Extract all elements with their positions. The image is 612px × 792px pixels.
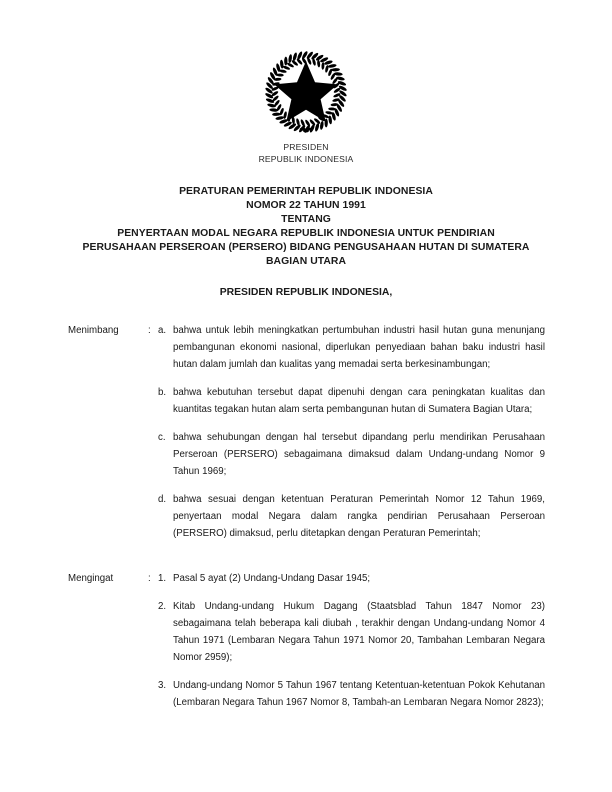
section-items [158, 570, 545, 711]
title-line-6: BAGIAN UTARA [265, 256, 347, 267]
clause-marker: 1. [158, 573, 167, 584]
clause-item [158, 677, 545, 711]
clause-text: Kitab Undang-undang Hukum Dagang (Staatsblad Tahun 1847 Nomor 23) sebagaimana telah beberapa kali diubah , terakhir dengan Undang-undang Nomor 4 Tahun 1971 (Lembaran Negara Tahun 1971 Nomor 20, Tambahan Lembaran Negara Nomor 2959); [173, 601, 545, 663]
clause-item [158, 570, 545, 587]
clause-item [158, 491, 545, 542]
title-line-3: TENTANG [281, 214, 331, 225]
clause-text: bahwa kebutuhan tersebut dapat dipenuhi dengan cara peningkatan kualitas dan kuantitas tegakan hutan alam serta pembangunan hutan di Sumatera Bagian Utara; [173, 387, 545, 415]
section-label: Menimbang [68, 325, 119, 336]
clause-marker: d. [158, 494, 167, 505]
clause-text: Pasal 5 ayat (2) Undang-Undang Dasar 1945; [173, 573, 371, 584]
authority-line: PRESIDEN REPUBLIK INDONESIA, [219, 287, 393, 298]
section-colon: : [148, 573, 151, 584]
title-line-5: PERUSAHAAN PERSEROAN (PERSERO) BIDANG PENGUSAHAAN HUTAN DI SUMATERA [82, 242, 530, 253]
emblem-block [0, 0, 612, 165]
clause-item [158, 322, 545, 373]
clause-marker: a. [158, 325, 167, 336]
section-colon: : [148, 325, 151, 336]
section-menimbang [68, 322, 545, 542]
title-line-2: NOMOR 22 TAHUN 1991 [246, 200, 366, 211]
clause-item [158, 384, 545, 418]
clause-marker: b. [158, 387, 167, 398]
title-line-4: PENYERTAAN MODAL NEGARA REPUBLIK INDONESIA UNTUK PENDIRIAN [117, 228, 495, 239]
clause-marker: c. [158, 432, 166, 443]
clause-item [158, 429, 545, 480]
document-title [0, 185, 612, 269]
title-line-1: PERATURAN PEMERINTAH REPUBLIK INDONESIA [179, 186, 433, 197]
clause-text: bahwa sesuai dengan ketentuan Peraturan Pemerintah Nomor 12 Tahun 1969, penyertaan modal Negara dalam rangka pendirian Perusahaan Perseroan (PERSERO) dimaksud, perlu ditetapkan dengan Peraturan Pemerintah; [173, 494, 545, 539]
clause-item [158, 598, 545, 666]
clause-marker: 2. [158, 601, 167, 612]
clause-text: bahwa sehubungan dengan hal tersebut dipandang perlu mendirikan Perusahaan Perseroan (PERSERO) sebagaimana dimaksud dalam Undang-undang Nomor 9 Tahun 1969; [173, 432, 545, 477]
section-mengingat [68, 570, 545, 711]
indonesia-presidential-star-wreath-emblem [258, 44, 354, 140]
section-items [158, 322, 545, 542]
section-label: Mengingat [68, 573, 114, 584]
emblem-caption-line1: PRESIDEN [283, 142, 329, 152]
clause-text: Undang-undang Nomor 5 Tahun 1967 tentang Ketentuan-ketentuan Pokok Kehutanan (Lembaran Negara Tahun 1967 Nomor 8, Tambah-an Lembaran Negara Nomor 2823); [173, 680, 545, 708]
clause-sections [0, 322, 612, 711]
emblem-caption [259, 142, 354, 165]
clause-marker: 3. [158, 680, 167, 691]
clause-text: bahwa untuk lebih meningkatkan pertumbuhan industri hasil hutan guna menunjang pembangunan ekonomi nasional, diperlukan penyediaan bahan baku industri hasil hutan dalam jumlah dan kualitas yang memadai serta berkesinambungan; [173, 325, 545, 370]
emblem-caption-line2: REPUBLIK INDONESIA [258, 153, 354, 164]
